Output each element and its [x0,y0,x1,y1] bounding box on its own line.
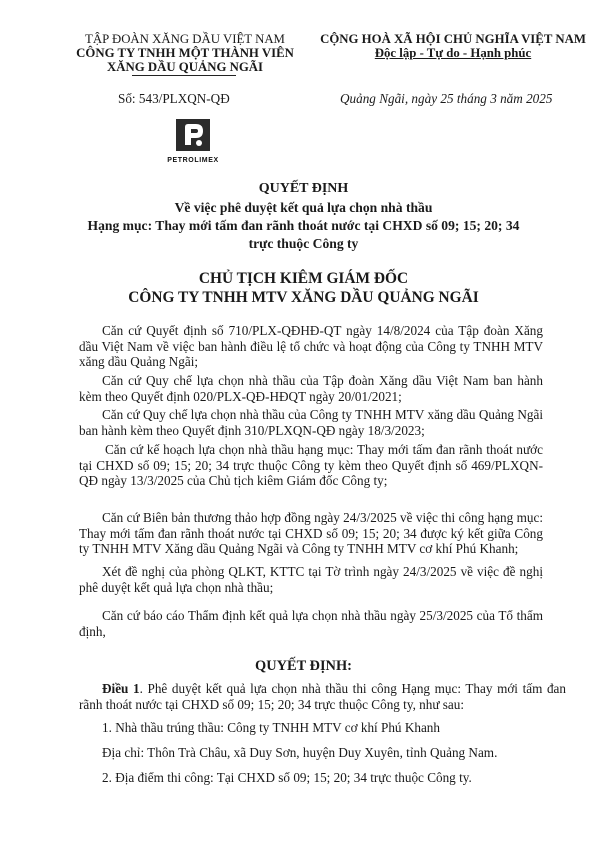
national-motto: CỘNG HOÀ XÃ HỘI CHỦ NGHĨA VIỆT NAM [320,32,586,46]
company-name-line1: CÔNG TY TNHH MỘT THÀNH VIÊN [76,46,294,60]
article-1-text: . Phê duyệt kết quả lựa chọn nhà thầu thi công Hạng mục: Thay mới tấm đan rãnh thoát nước tại CHXD số 09; 15; 20; 34 trực thuộc Công ty, như sau: [79,681,567,712]
petrolimex-logo-icon [176,119,210,151]
article-1-paragraph [79,681,566,712]
article-1-item-1: 1. Nhà thầu trúng thầu: Công ty TNHH MTV cơ khí Phú Khanh [102,720,440,735]
document-title: QUYẾT ĐỊNH [258,181,349,196]
national-slogan: Độc lập - Tự do - Hạnh phúc [374,46,532,60]
org-header-left [70,32,300,74]
company-name-line2: XĂNG DẦU QUẢNG NGÃI [106,60,264,74]
basis-paragraph: Căn cứ báo cáo Thẩm định kết quả lựa chọn nhà thầu ngày 25/3/2025 của Tổ thẩm định, [79,608,543,639]
decision-heading: QUYẾT ĐỊNH: [255,658,352,674]
authority-title: CHỦ TỊCH KIÊM GIÁM ĐỐC [198,270,409,287]
basis-paragraph: Căn cứ kế hoạch lựa chọn nhà thầu hạng mục: Thay mới tấm đan rãnh thoát nước tại CHXD số 09; 15; 20; 34 trực thuộc Công ty kèm theo Quyết định số 469/PLXQN-QĐ ngày 13/3/2025 của Chủ tịch kiêm Giám đốc Công ty; [79,442,543,488]
parent-org-name: TẬP ĐOÀN XĂNG DẦU VIỆT NAM [85,32,285,46]
basis-paragraph: Căn cứ Quyết định số 710/PLX-QĐHĐ-QT ngày 14/8/2024 của Tập đoàn Xăng dầu Việt Nam về việc ban hành điều lệ tổ chức và hoạt động của Công ty TNHH MTV xăng dầu Quảng Ngãi; [79,323,543,369]
basis-paragraph: Căn cứ Quy chế lựa chọn nhà thầu của Công ty TNHH MTV xăng dầu Quảng Ngãi ban hành kèm theo Quyết định 310/PLXQN-QĐ ngày 18/3/2023; [79,407,543,438]
document-item-cont: trực thuộc Công ty [248,236,359,251]
national-header-right [312,32,594,60]
logo-wordmark: PETROLIMEX [167,157,219,164]
basis-paragraph: Căn cứ Biên bản thương thảo hợp đồng ngày 24/3/2025 về việc thi công hạng mục: Thay mới tấm đan rãnh thoát nước tại CHXD số 09; 15; 20; 34 được ký kết giữa Công ty TNHH MTV Xăng dầu Quảng Ngãi và Công ty TNHH MTV cơ khí Phú Khanh; [79,510,543,556]
article-1-item-2: 2. Địa điểm thi công: Tại CHXD số 09; 15; 20; 34 trực thuộc Công ty. [102,770,472,785]
basis-paragraph: Xét đề nghị của phòng QLKT, KTTC tại Tờ trình ngày 24/3/2025 về việc đề nghị phê duyệt kết quả lựa chọn nhà thầu; [79,564,543,595]
article-1-address: Địa chỉ: Thôn Trà Châu, xã Duy Sơn, huyện Duy Xuyên, tỉnh Quảng Nam. [102,745,498,760]
place-and-date: Quảng Ngãi, ngày 25 tháng 3 năm 2025 [340,91,553,106]
header-left-underline [132,75,236,76]
document-subject: Về việc phê duyệt kết quả lựa chọn nhà thầu [174,200,433,215]
document-number: Số: 543/PLXQN-QĐ [118,91,230,106]
authority-company: CÔNG TY TNHH MTV XĂNG DẦU QUẢNG NGÃI [128,289,479,306]
article-1-label: Điều 1 [102,681,140,696]
basis-paragraph: Căn cứ Quy chế lựa chọn nhà thầu của Tập đoàn Xăng dầu Việt Nam ban hành kèm theo Quyết định 020/PLX-QĐ-HĐQT ngày 20/01/2021; [79,373,543,404]
document-item: Hạng mục: Thay mới tấm đan rãnh thoát nước tại CHXD số 09; 15; 20; 34 [87,218,520,233]
